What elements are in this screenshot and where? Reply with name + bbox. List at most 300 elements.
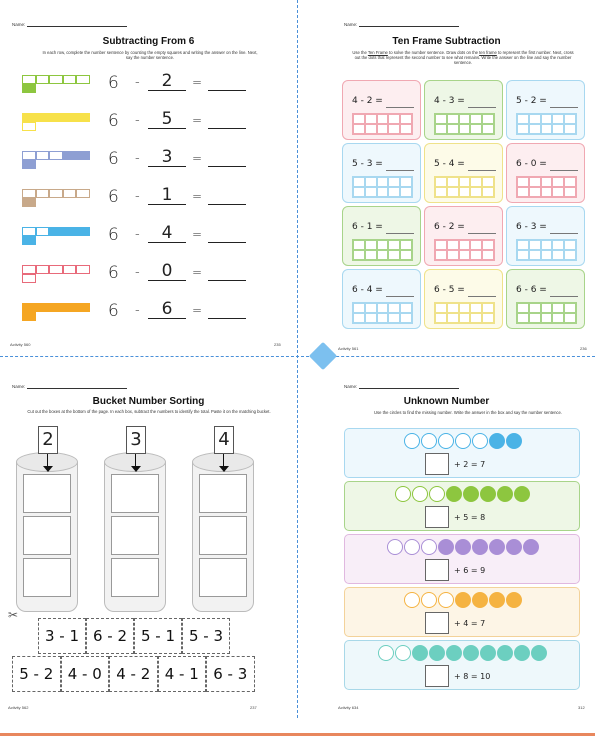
footer-page-number: 312 bbox=[578, 705, 585, 710]
ten-frame[interactable] bbox=[352, 239, 413, 261]
ten-frame-cell bbox=[400, 124, 412, 134]
ten-frame-cell bbox=[435, 124, 447, 134]
ten-frame[interactable] bbox=[352, 302, 413, 324]
paste-slot[interactable] bbox=[111, 474, 159, 513]
minuend: 6 bbox=[108, 149, 119, 169]
block-strip bbox=[22, 151, 90, 169]
ten-frame-cell bbox=[459, 303, 471, 313]
name-line[interactable] bbox=[359, 388, 459, 389]
ten-frame[interactable] bbox=[516, 239, 577, 261]
footer-activity: Activity 562 bbox=[8, 705, 29, 710]
equals-sign: = bbox=[192, 75, 203, 89]
block-cell bbox=[63, 265, 77, 274]
counting-circles bbox=[378, 645, 548, 661]
ten-frame-cell bbox=[353, 177, 365, 187]
paste-slot[interactable] bbox=[23, 474, 71, 513]
ten-frame-cell bbox=[517, 177, 529, 187]
block-cell bbox=[22, 236, 36, 245]
ten-frame-cell bbox=[353, 240, 365, 250]
ten-frame[interactable] bbox=[516, 302, 577, 324]
equals-sign: = bbox=[192, 265, 203, 279]
circle bbox=[421, 433, 437, 449]
block-cell bbox=[76, 151, 90, 160]
name-line[interactable] bbox=[27, 26, 127, 27]
block-cell bbox=[63, 189, 77, 198]
ten-frame-cell bbox=[388, 250, 400, 260]
cut-out-card[interactable]: 3 - 1 bbox=[38, 618, 86, 654]
circle bbox=[506, 433, 522, 449]
ten-frame-cell bbox=[459, 187, 471, 197]
answer-line[interactable] bbox=[550, 170, 578, 171]
ten-frame-card bbox=[424, 206, 503, 266]
circle bbox=[455, 433, 471, 449]
answer-line[interactable] bbox=[386, 296, 414, 297]
circle bbox=[497, 645, 513, 661]
ten-frame-cell bbox=[517, 240, 529, 250]
block-cell bbox=[49, 303, 63, 312]
ten-frame-cell bbox=[353, 303, 365, 313]
number-strip bbox=[344, 481, 580, 531]
ten-frame-cell bbox=[377, 124, 389, 134]
minus-sign: - bbox=[135, 303, 140, 318]
block-cell bbox=[76, 113, 90, 122]
number-sentence: + 2 = 7 bbox=[454, 460, 486, 469]
circle bbox=[506, 539, 522, 555]
answer-line[interactable] bbox=[208, 318, 246, 319]
subtrahend: 3 bbox=[148, 149, 186, 167]
answer-box[interactable] bbox=[425, 612, 449, 634]
subtrahend: 6 bbox=[148, 301, 186, 319]
worksheet-ten-frame-subtraction bbox=[298, 0, 595, 370]
equals-sign: = bbox=[192, 151, 203, 165]
footer-page-number: 236 bbox=[580, 346, 587, 351]
circle bbox=[489, 592, 505, 608]
ten-frame-cell bbox=[435, 313, 447, 323]
block-cell bbox=[49, 75, 63, 84]
exercise-row bbox=[22, 71, 262, 95]
ten-frame-cell bbox=[388, 114, 400, 124]
equals-sign: = bbox=[192, 189, 203, 203]
answer-box[interactable] bbox=[425, 453, 449, 475]
ten-frame-cell bbox=[459, 124, 471, 134]
ten-frame-cell bbox=[435, 177, 447, 187]
block-cell bbox=[36, 151, 50, 160]
minus-sign: - bbox=[135, 189, 140, 204]
block-cell bbox=[36, 265, 50, 274]
block-cell bbox=[76, 303, 90, 312]
block-strip bbox=[22, 75, 90, 93]
ten-frame-cell bbox=[353, 114, 365, 124]
block-cell bbox=[49, 265, 63, 274]
name-line[interactable] bbox=[359, 26, 459, 27]
ten-frame-cell bbox=[388, 313, 400, 323]
ten-frame-cell bbox=[470, 240, 482, 250]
subtrahend: 4 bbox=[148, 225, 186, 243]
circle bbox=[378, 645, 394, 661]
circle bbox=[514, 645, 530, 661]
block-cell bbox=[49, 113, 63, 122]
name-field bbox=[344, 384, 459, 389]
paste-slot[interactable] bbox=[111, 558, 159, 597]
ten-frame-cell bbox=[517, 303, 529, 313]
block-cell bbox=[36, 303, 50, 312]
ten-frame-cell bbox=[353, 313, 365, 323]
ten-frame-cell bbox=[365, 187, 377, 197]
answer-line[interactable] bbox=[468, 233, 496, 234]
number-strip bbox=[344, 587, 580, 637]
instructions: In each row, complete the number sentence by counting the empty squares and writing the answer on the line. Next, say the number sentence. bbox=[42, 50, 258, 61]
circle bbox=[446, 486, 462, 502]
circle bbox=[438, 433, 454, 449]
circle bbox=[395, 486, 411, 502]
ten-frame-cell bbox=[365, 124, 377, 134]
number-strip bbox=[344, 640, 580, 690]
block-cell bbox=[22, 151, 36, 160]
ten-frame-cell bbox=[388, 177, 400, 187]
ten-frame-card bbox=[506, 269, 585, 329]
circle bbox=[463, 486, 479, 502]
circle bbox=[412, 645, 428, 661]
minus-sign: - bbox=[135, 227, 140, 242]
ten-frame-cell bbox=[541, 114, 553, 124]
ten-frame-cell bbox=[435, 303, 447, 313]
cut-out-card[interactable]: 4 - 0 bbox=[61, 656, 110, 692]
ten-frame-cell bbox=[377, 303, 389, 313]
ten-frame-cell bbox=[459, 240, 471, 250]
ten-frame-cell bbox=[377, 313, 389, 323]
ten-frame-card bbox=[424, 269, 503, 329]
circle bbox=[387, 539, 403, 555]
ten-frame-cell bbox=[377, 177, 389, 187]
ten-frame[interactable] bbox=[434, 176, 495, 198]
answer-line[interactable] bbox=[208, 204, 246, 205]
bucket-number: 4 bbox=[214, 426, 234, 454]
cut-out-card[interactable]: 5 - 3 bbox=[182, 618, 230, 654]
ten-frame-cell bbox=[447, 313, 459, 323]
ten-frame-cell bbox=[400, 313, 412, 323]
number-sentence: + 6 = 9 bbox=[454, 566, 486, 575]
ten-frame-cell bbox=[400, 240, 412, 250]
block-cell bbox=[76, 265, 90, 274]
ten-frame-cell bbox=[353, 250, 365, 260]
circle bbox=[446, 645, 462, 661]
name-label: Name: bbox=[344, 22, 358, 27]
paste-slot[interactable] bbox=[23, 558, 71, 597]
answer-line[interactable] bbox=[550, 233, 578, 234]
answer-line[interactable] bbox=[468, 296, 496, 297]
ten-frame-card bbox=[506, 80, 585, 140]
ten-frame-cell bbox=[435, 114, 447, 124]
ten-frame-cell bbox=[447, 114, 459, 124]
block-strip bbox=[22, 303, 90, 321]
counting-circles bbox=[404, 592, 523, 608]
ten-frame-cell bbox=[400, 114, 412, 124]
ten-frame-cell bbox=[529, 313, 541, 323]
cut-out-card[interactable]: 4 - 1 bbox=[158, 656, 207, 692]
bucket bbox=[192, 422, 254, 612]
block-cell bbox=[36, 189, 50, 198]
footer-activity: Activity 560 bbox=[10, 342, 31, 347]
ten-frame-cell bbox=[552, 114, 564, 124]
card-equation: 4 - 2 = bbox=[352, 96, 383, 106]
answer-box[interactable] bbox=[425, 506, 449, 528]
ten-frame-cell bbox=[564, 313, 576, 323]
block-cell bbox=[63, 227, 77, 236]
ten-frame-cell bbox=[552, 313, 564, 323]
card-equation: 6 - 5 = bbox=[434, 285, 465, 295]
ten-frame-cell bbox=[377, 240, 389, 250]
answer-line[interactable] bbox=[550, 296, 578, 297]
bucket-number: 2 bbox=[38, 426, 58, 454]
ten-frame-cell bbox=[564, 187, 576, 197]
ten-frame[interactable] bbox=[352, 113, 413, 135]
cut-out-card[interactable]: 6 - 2 bbox=[86, 618, 134, 654]
circle bbox=[472, 592, 488, 608]
ten-frame-cell bbox=[447, 187, 459, 197]
ten-frame[interactable] bbox=[352, 176, 413, 198]
card-equation: 4 - 3 = bbox=[434, 96, 465, 106]
cut-out-card[interactable]: 5 - 2 bbox=[12, 656, 61, 692]
block-cell bbox=[22, 84, 36, 93]
circle bbox=[438, 592, 454, 608]
block-cell bbox=[22, 312, 36, 321]
exercise-row bbox=[22, 261, 262, 285]
ten-frame-card bbox=[506, 143, 585, 203]
ten-frame-cell bbox=[377, 114, 389, 124]
bucket bbox=[16, 422, 78, 612]
block-cell bbox=[63, 303, 77, 312]
ten-frame-cell bbox=[541, 187, 553, 197]
answer-line[interactable] bbox=[386, 233, 414, 234]
page-title: Unknown Number bbox=[403, 396, 490, 407]
exercise-row bbox=[22, 147, 262, 171]
number-strip bbox=[344, 534, 580, 584]
ten-frame-cell bbox=[435, 250, 447, 260]
block-cell bbox=[22, 160, 36, 169]
ten-frame[interactable] bbox=[516, 176, 577, 198]
block-cell bbox=[76, 227, 90, 236]
worksheet-subtracting-from-6 bbox=[0, 0, 297, 370]
page-title: Bucket Number Sorting bbox=[92, 396, 205, 407]
circle bbox=[455, 539, 471, 555]
answer-line[interactable] bbox=[468, 107, 496, 108]
minus-sign: - bbox=[135, 113, 140, 128]
ten-frame-cell bbox=[400, 177, 412, 187]
ten-frame-cell bbox=[377, 187, 389, 197]
ten-frame-cell bbox=[482, 303, 494, 313]
ten-frame-cell bbox=[529, 240, 541, 250]
ten-frame[interactable] bbox=[434, 302, 495, 324]
ten-frame-cell bbox=[517, 187, 529, 197]
ten-frame-cell bbox=[470, 187, 482, 197]
minuend: 6 bbox=[108, 263, 119, 283]
footer-activity: Activity 634 bbox=[338, 705, 359, 710]
ten-frame-cell bbox=[459, 250, 471, 260]
ten-frame-cell bbox=[447, 177, 459, 187]
circle bbox=[421, 592, 437, 608]
circle bbox=[489, 433, 505, 449]
ten-frame-cell bbox=[482, 240, 494, 250]
name-label: Name: bbox=[344, 384, 358, 389]
ten-frame-cell bbox=[388, 187, 400, 197]
footer-page-number: 235 bbox=[274, 342, 281, 347]
answer-line[interactable] bbox=[550, 107, 578, 108]
circle bbox=[514, 486, 530, 502]
ten-frame-cell bbox=[564, 250, 576, 260]
instructions: Cut out the boxes at the bottom of the page. In each box, subtract the numbers to identify the total. Paste it on the matching bucket. bbox=[27, 409, 271, 414]
circle bbox=[429, 645, 445, 661]
number-sentence: + 5 = 8 bbox=[454, 513, 486, 522]
paste-slot[interactable] bbox=[23, 516, 71, 555]
block-cell bbox=[22, 75, 36, 84]
circle bbox=[472, 433, 488, 449]
counting-circles bbox=[387, 539, 540, 555]
number-sentence: + 4 = 7 bbox=[454, 619, 486, 628]
ten-frame-cell bbox=[552, 187, 564, 197]
answer-line[interactable] bbox=[208, 242, 246, 243]
answer-line[interactable] bbox=[208, 280, 246, 281]
exercise-row bbox=[22, 299, 262, 323]
circle bbox=[404, 592, 420, 608]
minus-sign: - bbox=[135, 151, 140, 166]
ten-frame-cell bbox=[541, 177, 553, 187]
ten-frame-cell bbox=[435, 240, 447, 250]
block-strip bbox=[22, 113, 90, 131]
ten-frame[interactable] bbox=[434, 113, 495, 135]
ten-frame-cell bbox=[353, 124, 365, 134]
ten-frame-cell bbox=[388, 240, 400, 250]
ten-frame-cell bbox=[541, 240, 553, 250]
ten-frame-cell bbox=[482, 124, 494, 134]
ten-frame-cell bbox=[435, 187, 447, 197]
ten-frame-cell bbox=[529, 177, 541, 187]
equals-sign: = bbox=[192, 227, 203, 241]
block-cell bbox=[63, 75, 77, 84]
minus-sign: - bbox=[135, 75, 140, 90]
name-line[interactable] bbox=[27, 388, 127, 389]
card-equation: 6 - 4 = bbox=[352, 285, 383, 295]
paste-slot[interactable] bbox=[199, 516, 247, 555]
answer-line[interactable] bbox=[208, 166, 246, 167]
name-label: Name: bbox=[12, 384, 26, 389]
ten-frame-cell bbox=[541, 303, 553, 313]
ten-frame-cell bbox=[365, 303, 377, 313]
ten-frame-cell bbox=[541, 124, 553, 134]
circle bbox=[489, 539, 505, 555]
ten-frame-cell bbox=[517, 114, 529, 124]
ten-frame[interactable] bbox=[516, 113, 577, 135]
ten-frame-cell bbox=[365, 240, 377, 250]
footer-activity: Activity 561 bbox=[338, 346, 359, 351]
ten-frame-cell bbox=[517, 250, 529, 260]
minuend: 6 bbox=[108, 225, 119, 245]
subtrahend: 2 bbox=[148, 73, 186, 91]
scissors-icon: ✂ bbox=[8, 608, 19, 622]
circle bbox=[463, 645, 479, 661]
circle bbox=[404, 539, 420, 555]
ten-frame-cell bbox=[482, 114, 494, 124]
answer-line[interactable] bbox=[386, 170, 414, 171]
circle bbox=[421, 539, 437, 555]
answer-line[interactable] bbox=[208, 90, 246, 91]
ten-frame-cell bbox=[470, 124, 482, 134]
ten-frame-cell bbox=[447, 240, 459, 250]
ten-frame-cell bbox=[482, 187, 494, 197]
block-cell bbox=[22, 265, 36, 274]
counting-circles bbox=[404, 433, 523, 449]
block-cell bbox=[22, 274, 36, 283]
subtrahend: 0 bbox=[148, 263, 186, 281]
equals-sign: = bbox=[192, 303, 203, 317]
circle bbox=[480, 645, 496, 661]
ten-frame-cell bbox=[459, 177, 471, 187]
block-cell bbox=[22, 122, 36, 131]
worksheet-unknown-number bbox=[298, 372, 595, 742]
ten-frame-cell bbox=[400, 187, 412, 197]
ten-frame-cell bbox=[388, 124, 400, 134]
ten-frame-cell bbox=[470, 114, 482, 124]
cut-out-card[interactable]: 6 - 3 bbox=[206, 656, 255, 692]
ten-frame-cell bbox=[552, 240, 564, 250]
block-strip bbox=[22, 265, 90, 283]
circle bbox=[480, 486, 496, 502]
card-equation: 6 - 0 = bbox=[516, 159, 547, 169]
ten-frame-cell bbox=[459, 114, 471, 124]
minuend: 6 bbox=[108, 187, 119, 207]
ten-frame[interactable] bbox=[434, 239, 495, 261]
arrow-head-icon bbox=[219, 466, 229, 472]
cut-out-card[interactable]: 5 - 1 bbox=[134, 618, 182, 654]
answer-box[interactable] bbox=[425, 665, 449, 687]
ten-frame-cell bbox=[564, 114, 576, 124]
ten-frame-cell bbox=[482, 177, 494, 187]
ten-frame-cell bbox=[400, 250, 412, 260]
ten-frame-cell bbox=[365, 177, 377, 187]
card-equation: 5 - 3 = bbox=[352, 159, 383, 169]
name-field bbox=[344, 22, 459, 27]
paste-slot[interactable] bbox=[199, 474, 247, 513]
ten-frame-cell bbox=[470, 250, 482, 260]
ten-frame-cell bbox=[447, 303, 459, 313]
exercise-row bbox=[22, 109, 262, 133]
circle bbox=[455, 592, 471, 608]
counting-circles bbox=[395, 486, 531, 502]
paste-slot[interactable] bbox=[111, 516, 159, 555]
answer-line[interactable] bbox=[468, 170, 496, 171]
ten-frame-cell bbox=[447, 250, 459, 260]
paste-slot[interactable] bbox=[199, 558, 247, 597]
block-cell bbox=[22, 303, 36, 312]
ten-frame-cell bbox=[400, 303, 412, 313]
answer-line[interactable] bbox=[386, 107, 414, 108]
block-strip bbox=[22, 189, 90, 207]
card-equation: 6 - 1 = bbox=[352, 222, 383, 232]
ten-frame-cell bbox=[517, 124, 529, 134]
ten-frame-cell bbox=[470, 313, 482, 323]
ten-frame-cell bbox=[377, 250, 389, 260]
ten-frame-cell bbox=[353, 187, 365, 197]
card-equation: 6 - 6 = bbox=[516, 285, 547, 295]
answer-line[interactable] bbox=[208, 128, 246, 129]
answer-box[interactable] bbox=[425, 559, 449, 581]
minus-sign: - bbox=[135, 265, 140, 280]
circle bbox=[523, 539, 539, 555]
cut-out-card[interactable]: 4 - 2 bbox=[109, 656, 158, 692]
block-cell bbox=[22, 198, 36, 207]
circle bbox=[404, 433, 420, 449]
ten-frame-cell bbox=[470, 303, 482, 313]
ten-frame-card bbox=[424, 80, 503, 140]
